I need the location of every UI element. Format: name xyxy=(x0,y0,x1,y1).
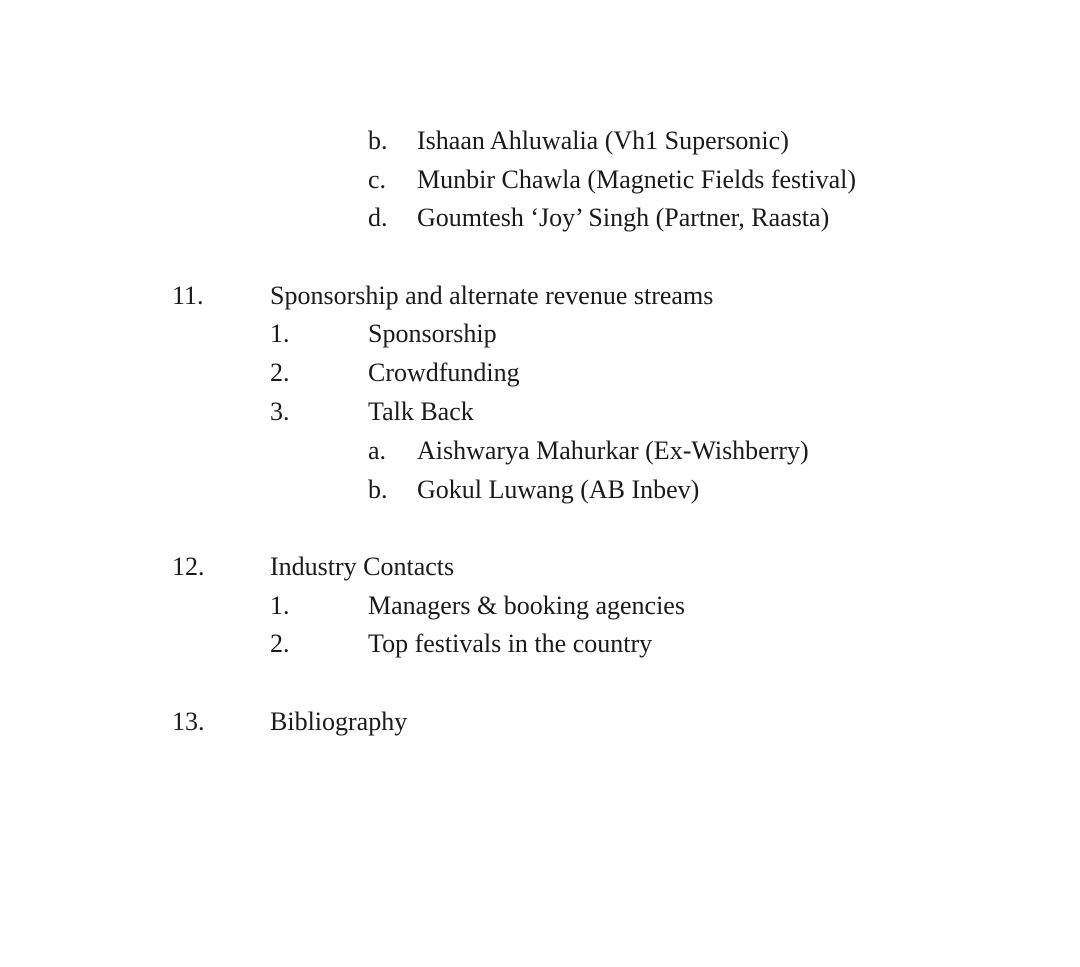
toc-subitem xyxy=(0,471,1080,509)
toc-subitem-marker: b. xyxy=(368,475,388,504)
toc-subitem-marker: b. xyxy=(368,126,388,155)
toc-section-title: Sponsorship and alternate revenue streams xyxy=(270,281,714,310)
toc-section-13 xyxy=(0,703,1080,741)
toc-subitem-text: Aishwarya Mahurkar (Ex-Wishberry) xyxy=(417,436,809,465)
toc-item-text: Top festivals in the country xyxy=(368,629,653,658)
toc-section-number: 12. xyxy=(172,552,205,581)
toc-item-text: Managers & booking agencies xyxy=(368,591,685,620)
toc-subitem-text: Goumtesh ‘Joy’ Singh (Partner, Raasta) xyxy=(417,203,830,232)
toc-section-number: 13. xyxy=(172,707,205,736)
toc-subitem xyxy=(0,122,1080,160)
toc-item-number: 2. xyxy=(270,629,290,658)
toc-subitem xyxy=(0,161,1080,199)
toc-item-text: Talk Back xyxy=(368,397,474,426)
toc-item-number: 1. xyxy=(270,319,290,348)
toc-item xyxy=(0,587,1080,625)
toc-item-text: Sponsorship xyxy=(368,319,497,348)
toc-section-number: 11. xyxy=(172,281,204,310)
toc-section-11 xyxy=(0,277,1080,315)
toc-item xyxy=(0,354,1080,392)
toc-subitem-marker: a. xyxy=(368,436,387,465)
toc-subitem-marker: d. xyxy=(368,203,388,232)
toc-subitem-text: Gokul Luwang (AB Inbev) xyxy=(417,475,700,504)
toc-item-number: 3. xyxy=(270,397,290,426)
toc-item-number: 2. xyxy=(270,358,290,387)
toc-item-text: Crowdfunding xyxy=(368,358,520,387)
toc-subitem-marker: c. xyxy=(368,165,387,194)
toc-subitem xyxy=(0,432,1080,470)
toc-section-title: Industry Contacts xyxy=(270,552,455,581)
toc-item xyxy=(0,393,1080,431)
toc-item xyxy=(0,315,1080,353)
toc-section-title: Bibliography xyxy=(270,707,408,736)
toc-item xyxy=(0,625,1080,663)
toc-subitem-text: Ishaan Ahluwalia (Vh1 Supersonic) xyxy=(417,126,789,155)
toc-section-12 xyxy=(0,548,1080,586)
toc-subitem xyxy=(0,199,1080,237)
toc-subitem-text: Munbir Chawla (Magnetic Fields festival) xyxy=(417,165,857,194)
toc-item-number: 1. xyxy=(270,591,290,620)
